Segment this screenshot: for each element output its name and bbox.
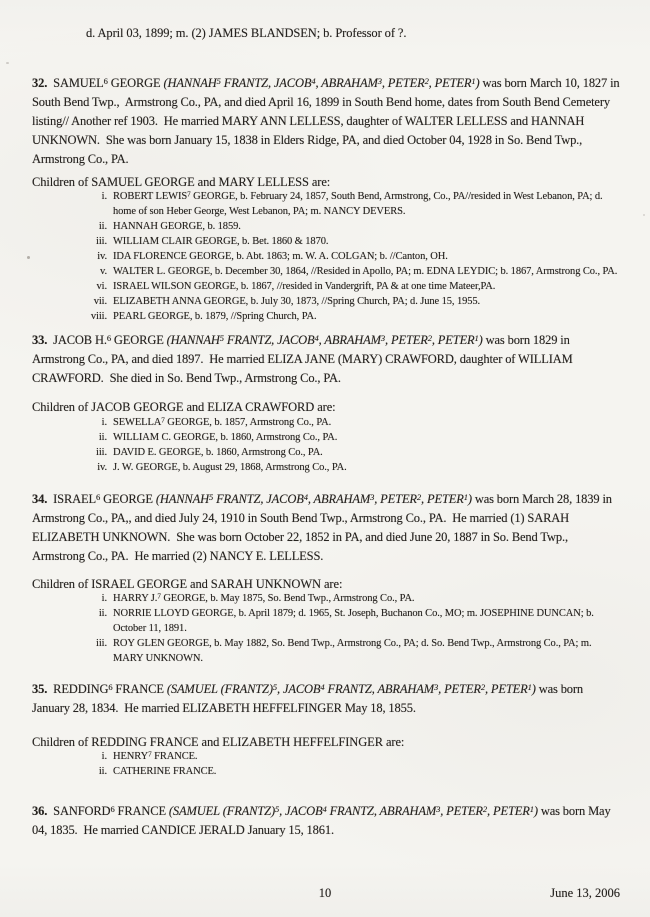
entry-32-children-list	[32, 189, 620, 324]
child-text: WALTER L. GEORGE, b. December 30, 1864, //Resided in Apollo, PA; m. EDNA LEYDIC; b. 1867, Armstrong Co., PA.	[113, 266, 618, 277]
child-text: SEWELLA$^7$ GEORGE, b. 1857, Armstrong Co., PA.	[113, 416, 332, 428]
child-entry	[32, 279, 620, 294]
child-roman-numeral: ii.	[98, 766, 107, 777]
child-entry	[32, 636, 620, 666]
child-roman-numeral: i.	[101, 417, 107, 428]
continuation-line: d. April 03, 1899; m. (2) JAMES BLANDSEN; b. Professor of ?.	[86, 26, 407, 40]
entry-32-children-heading: Children of SAMUEL GEORGE and MARY LELLESS are:	[32, 175, 331, 189]
scan-speck	[6, 62, 9, 64]
entry-35-paragraph: 35. REDDING$^6$ FRANCE (SAMUEL (FRANTZ)$^5$, JACOB$^4$ FRANTZ, ABRAHAM$^3$, PETER$^2$, PETER$^1$) was born January 28, 1834. He married ELIZABETH HEFFELFINGER May 18, 1855.	[32, 681, 587, 715]
child-roman-numeral: i.	[101, 593, 107, 604]
child-roman-numeral: vii.	[93, 296, 107, 307]
child-roman-numeral: ii.	[98, 608, 107, 619]
entry-35-children-heading: Children of REDDING FRANCE and ELIZABETH HEFFELFINGER are:	[32, 735, 405, 749]
child-text: ROBERT LEWIS$^7$ GEORGE, b. February 24, 1857, South Bend, Armstrong, Co., PA//resided in West Lebanon, PA; d. home of son Heber George, West Lebanon, PA; m. NANCY DEVERS.	[113, 190, 606, 217]
entry-34-paragraph: 34. ISRAEL$^6$ GEORGE (HANNAH$^5$ FRANTZ, JACOB$^4$, ABRAHAM$^3$, PETER$^2$, PETER$^1$) was born March 28, 1839 in Armstrong Co., PA,, and died July 24, 1910 in South Bend Twp., Armstrong Co., PA. He married (1) SARAH ELIZABETH UNKNOWN. She was born October 22, 1852 in PA, and died June 20, 1887 in So. Bend Twp., Armstrong Co., PA. He married (2) NANCY E. LELLESS.	[32, 491, 615, 563]
child-text: HARRY J.$^7$ GEORGE, b. May 1875, So. Bend Twp., Armstrong Co., PA.	[113, 592, 415, 604]
child-entry	[32, 234, 620, 249]
child-text: CATHERINE FRANCE.	[113, 766, 217, 777]
child-roman-numeral: iv.	[97, 462, 107, 473]
page-number: 10	[318, 886, 332, 900]
child-entry	[32, 591, 620, 606]
child-roman-numeral: ii.	[98, 432, 107, 443]
child-text: J. W. GEORGE, b. August 29, 1868, Armstrong Co., PA.	[113, 462, 347, 473]
page-footer	[0, 884, 650, 904]
child-roman-numeral: ii.	[98, 221, 107, 232]
child-entry	[32, 189, 620, 219]
entry-33-children-list	[32, 415, 620, 475]
child-entry	[32, 749, 620, 764]
child-roman-numeral: iii.	[96, 236, 107, 247]
entry-33-children-heading: Children of JACOB GEORGE and ELIZA CRAWFORD are:	[32, 400, 336, 414]
child-entry	[32, 606, 620, 636]
child-text: ROY GLEN GEORGE, b. May 1882, So. Bend Twp., Armstrong Co., PA; d. So. Bend Twp., Armstrong Co., PA; m. MARY UNKNOWN.	[113, 638, 594, 664]
child-text: DAVID E. GEORGE, b. 1860, Armstrong Co., PA.	[113, 447, 323, 458]
entry-32-paragraph: 32. SAMUEL$^6$ GEORGE (HANNAH$^5$ FRANTZ, JACOB$^4$, ABRAHAM$^3$, PETER$^2$, PETER$^1$) was born March 10, 1827 in South Bend Twp., Armstrong Co., PA, and died April 16, 1899 in South Bend home, dates from South Bend Cemetery listing// Another ref 1903. He married MARY ANN LELLESS, daughter of WALTER LELLESS and HANNAH UNKNOWN. She was born January 15, 1838 in Elders Ridge, PA, and died October 04, 1928 in So. Bend Twp., Armstrong Co., PA.	[32, 75, 623, 166]
child-text: HANNAH GEORGE, b. 1859.	[113, 221, 241, 232]
child-text: ELIZABETH ANNA GEORGE, b. July 30, 1873, //Spring Church, PA; d. June 15, 1955.	[113, 296, 481, 307]
entry-33-paragraph: 33. JACOB H.$^6$ GEORGE (HANNAH$^5$ FRANTZ, JACOB$^4$, ABRAHAM$^3$, PETER$^2$, PETER$^1$) was born 1829 in Armstrong Co., PA, and died 1897. He married ELIZA JANE (MARY) CRAWFORD, daughter of WILLIAM CRAWFORD. She died in So. Bend Twp., Armstrong Co., PA.	[32, 332, 576, 385]
child-text: NORRIE LLOYD GEORGE, b. April 1879; d. 1965, St. Joseph, Buchanon Co., MO; m. JOSEPHINE DUNCAN; b. October 11, 1891.	[113, 608, 597, 634]
entry-34-children-list	[32, 591, 620, 666]
child-text: WILLIAM CLAIR GEORGE, b. Bet. 1860 & 1870.	[113, 236, 329, 247]
child-roman-numeral: vi.	[96, 281, 107, 292]
child-text: ISRAEL WILSON GEORGE, b. 1867, //resided in Vandergrift, PA & at one time Mateer,PA.	[113, 281, 496, 292]
child-entry	[32, 309, 620, 324]
child-roman-numeral: i.	[101, 191, 107, 202]
child-text: WILLIAM C. GEORGE, b. 1860, Armstrong Co., PA.	[113, 432, 338, 443]
entry-34	[32, 490, 620, 666]
child-entry	[32, 445, 620, 460]
entry-36	[32, 802, 620, 840]
child-text: PEARL GEORGE, b. 1879, //Spring Church, PA.	[113, 311, 317, 322]
scan-speck	[27, 256, 30, 259]
footer-date: June 13, 2006	[550, 886, 620, 900]
entry-35-children-list	[32, 749, 620, 779]
child-entry	[32, 219, 620, 234]
child-roman-numeral: v.	[100, 266, 107, 277]
child-entry	[32, 764, 620, 779]
child-entry	[32, 430, 620, 445]
child-roman-numeral: viii.	[90, 311, 107, 322]
child-entry	[32, 249, 620, 264]
child-entry	[32, 294, 620, 309]
entry-36-paragraph: 36. SANFORD$^6$ FRANCE (SAMUEL (FRANTZ)$^5$, JACOB$^4$ FRANTZ, ABRAHAM$^3$, PETER$^2$, PETER$^1$) was born May 04, 1835. He married CANDICE JERALD January 15, 1861.	[32, 803, 614, 837]
entry-35	[32, 680, 620, 779]
child-entry	[32, 415, 620, 430]
child-entry	[32, 264, 620, 279]
child-roman-numeral: iii.	[96, 638, 107, 649]
child-roman-numeral: i.	[101, 751, 107, 762]
child-text: HENRY$^7$ FRANCE.	[113, 750, 198, 762]
child-text: IDA FLORENCE GEORGE, b. Abt. 1863; m. W. A. COLGAN; b. //Canton, OH.	[113, 251, 448, 262]
entry-33	[32, 331, 620, 475]
entry-34-children-heading: Children of ISRAEL GEORGE and SARAH UNKNOWN are:	[32, 577, 343, 591]
child-entry	[32, 460, 620, 475]
scan-speck	[643, 214, 645, 216]
child-roman-numeral: iii.	[96, 447, 107, 458]
child-roman-numeral: iv.	[97, 251, 107, 262]
entry-32	[32, 74, 623, 324]
